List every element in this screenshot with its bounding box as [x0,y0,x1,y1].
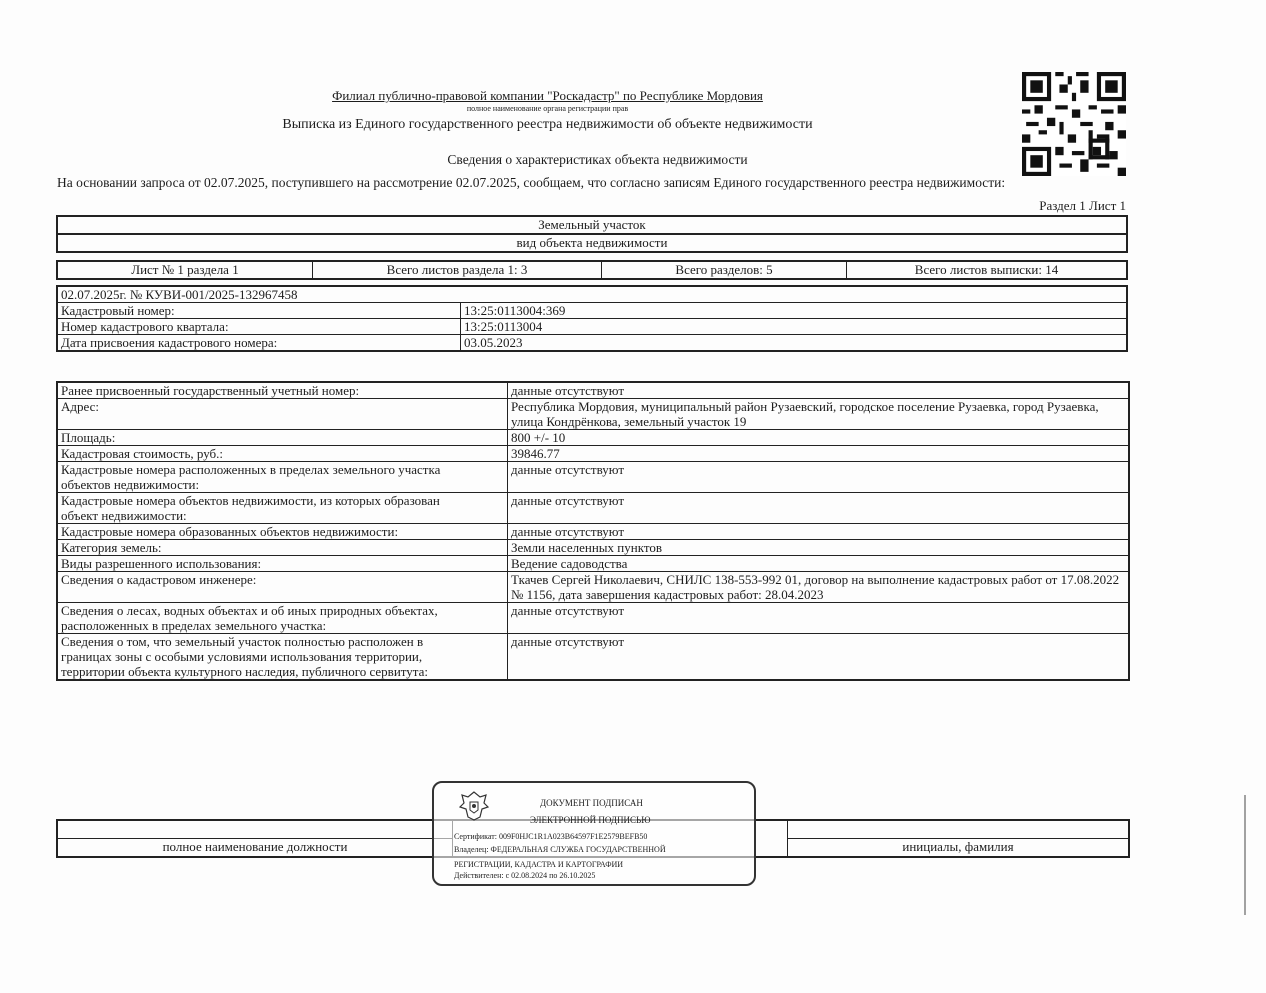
registry-label: Дата присвоения кадастрового номера: [57,335,461,352]
object-type: Земельный участок [57,216,1127,234]
detail-label: Категория земель: [57,540,508,556]
detail-value: Земли населенных пунктов [508,540,1130,556]
object-type-table [56,215,1128,253]
detail-value: данные отсутствуют [508,493,1130,524]
organization-caption: полное наименование органа регистрации прав [466,104,629,113]
detail-label: Виды разрешенного использования: [57,556,508,572]
stamp-validity: Действителен: с 02.08.2024 по 26.10.2025 [454,871,596,880]
qr-code-icon [1022,72,1126,176]
detail-label: Сведения о лесах, водных объектах и об иных природных объектах, расположенных в пределах земельного участка: [57,603,508,634]
registry-value: 13:25:0113004:369 [461,303,1128,319]
detail-label: Адрес: [57,399,508,430]
stamp-title-line1: ДОКУМЕНТ ПОДПИСАН [540,798,643,808]
detail-value: 39846.77 [508,446,1130,462]
stamp-owner-line2: РЕГИСТРАЦИИ, КАДАСТРА И КАРТОГРАФИИ [454,860,624,869]
extract-sheets-total: Всего листов выписки: 14 [914,262,1059,277]
position-field [57,820,453,839]
detail-label: Кадастровые номера расположенных в пределах земельного участка объектов недвижимости: [57,462,508,493]
details-table [56,381,1130,681]
detail-value: Ведение садоводства [508,556,1130,572]
registry-value: 13:25:0113004 [461,319,1128,335]
detail-label: Кадастровая стоимость, руб.: [57,446,508,462]
detail-label: Ранее присвоенный государственный учетный номер: [57,382,508,399]
detail-value: данные отсутствуют [508,462,1130,493]
registry-value: 03.05.2023 [461,335,1128,352]
stamp-owner-line1: Владелец: ФЕДЕРАЛЬНАЯ СЛУЖБА ГОСУДАРСТВЕННОЙ [454,845,666,854]
sheet-reference: Раздел 1 Лист 1 [1039,198,1126,213]
sections-total: Всего разделов: 5 [602,261,847,279]
detail-value: данные отсутствуют [508,603,1130,634]
detail-value: Ткачев Сергей Николаевич, СНИЛС 138-553-992 01, договор на выполнение кадастровых работ от 17.08.2022 № 1156, дата завершения кадастровых работ: 28.04.2023 [508,572,1130,603]
detail-label: Кадастровые номера объектов недвижимости, из которых образован объект недвижимости: [57,493,508,524]
name-field [788,820,1130,839]
sheet-number: Лист № 1 раздела 1 [57,261,313,279]
detail-label: Сведения о кадастровом инженере: [57,572,508,603]
organization-name: Филиал публично-правовой компании "Роскадастр" по Республике Мордовия [332,88,763,103]
detail-label: Площадь: [57,430,508,446]
detail-label: Кадастровые номера образованных объектов недвижимости: [57,524,508,540]
detail-value: 800 +/- 10 [508,430,1130,446]
registry-label: Кадастровый номер: [57,303,461,319]
section-title: Сведения о характеристиках объекта недвижимости [447,152,748,167]
detail-label: Сведения о том, что земельный участок полностью расположен в границах зоны с особыми условиями использования территории, территории объекта культурного наследия, публичного сервитута: [57,634,508,681]
registry-table [56,285,1128,352]
stamp-title-line2: ЭЛЕКТРОННОЙ ПОДПИСЬЮ [530,815,651,825]
coat-of-arms-icon [456,789,492,823]
section-sheets-total: Всего листов раздела 1: 3 [313,261,602,279]
registry-record: 02.07.2025г. № КУВИ-001/2025-132967458 [57,286,1127,303]
detail-value: данные отсутствуют [508,382,1130,399]
scan-edge-mark [1244,795,1246,915]
detail-value: данные отсутствуют [508,524,1130,540]
object-type-caption: вид объекта недвижимости [57,234,1127,252]
request-text: На основании запроса от 02.07.2025, поступившего на рассмотрение 02.07.2025, сообщаем, что согласно записям Единого государственного реестра недвижимости: [57,175,1006,190]
detail-value: данные отсутствуют [508,634,1130,681]
position-caption: полное наименование должности [57,839,453,858]
detail-value: Республика Мордовия, муниципальный район Рузаевский, городское поселение Рузаевка, город Рузаевка, улица Кондрёнкова, земельный участок 19 [508,399,1130,430]
sheets-info [56,260,1128,280]
registry-label: Номер кадастрового квартала: [57,319,461,335]
stamp-certificate: Сертификат: 009F0HJC1R1A023B64597F1E2579BEFB50 [454,832,648,841]
electronic-signature-stamp [432,781,756,886]
name-caption: инициалы, фамилия [788,839,1130,858]
document-title: Выписка из Единого государственного реестра недвижимости об объекте недвижимости [282,117,813,132]
